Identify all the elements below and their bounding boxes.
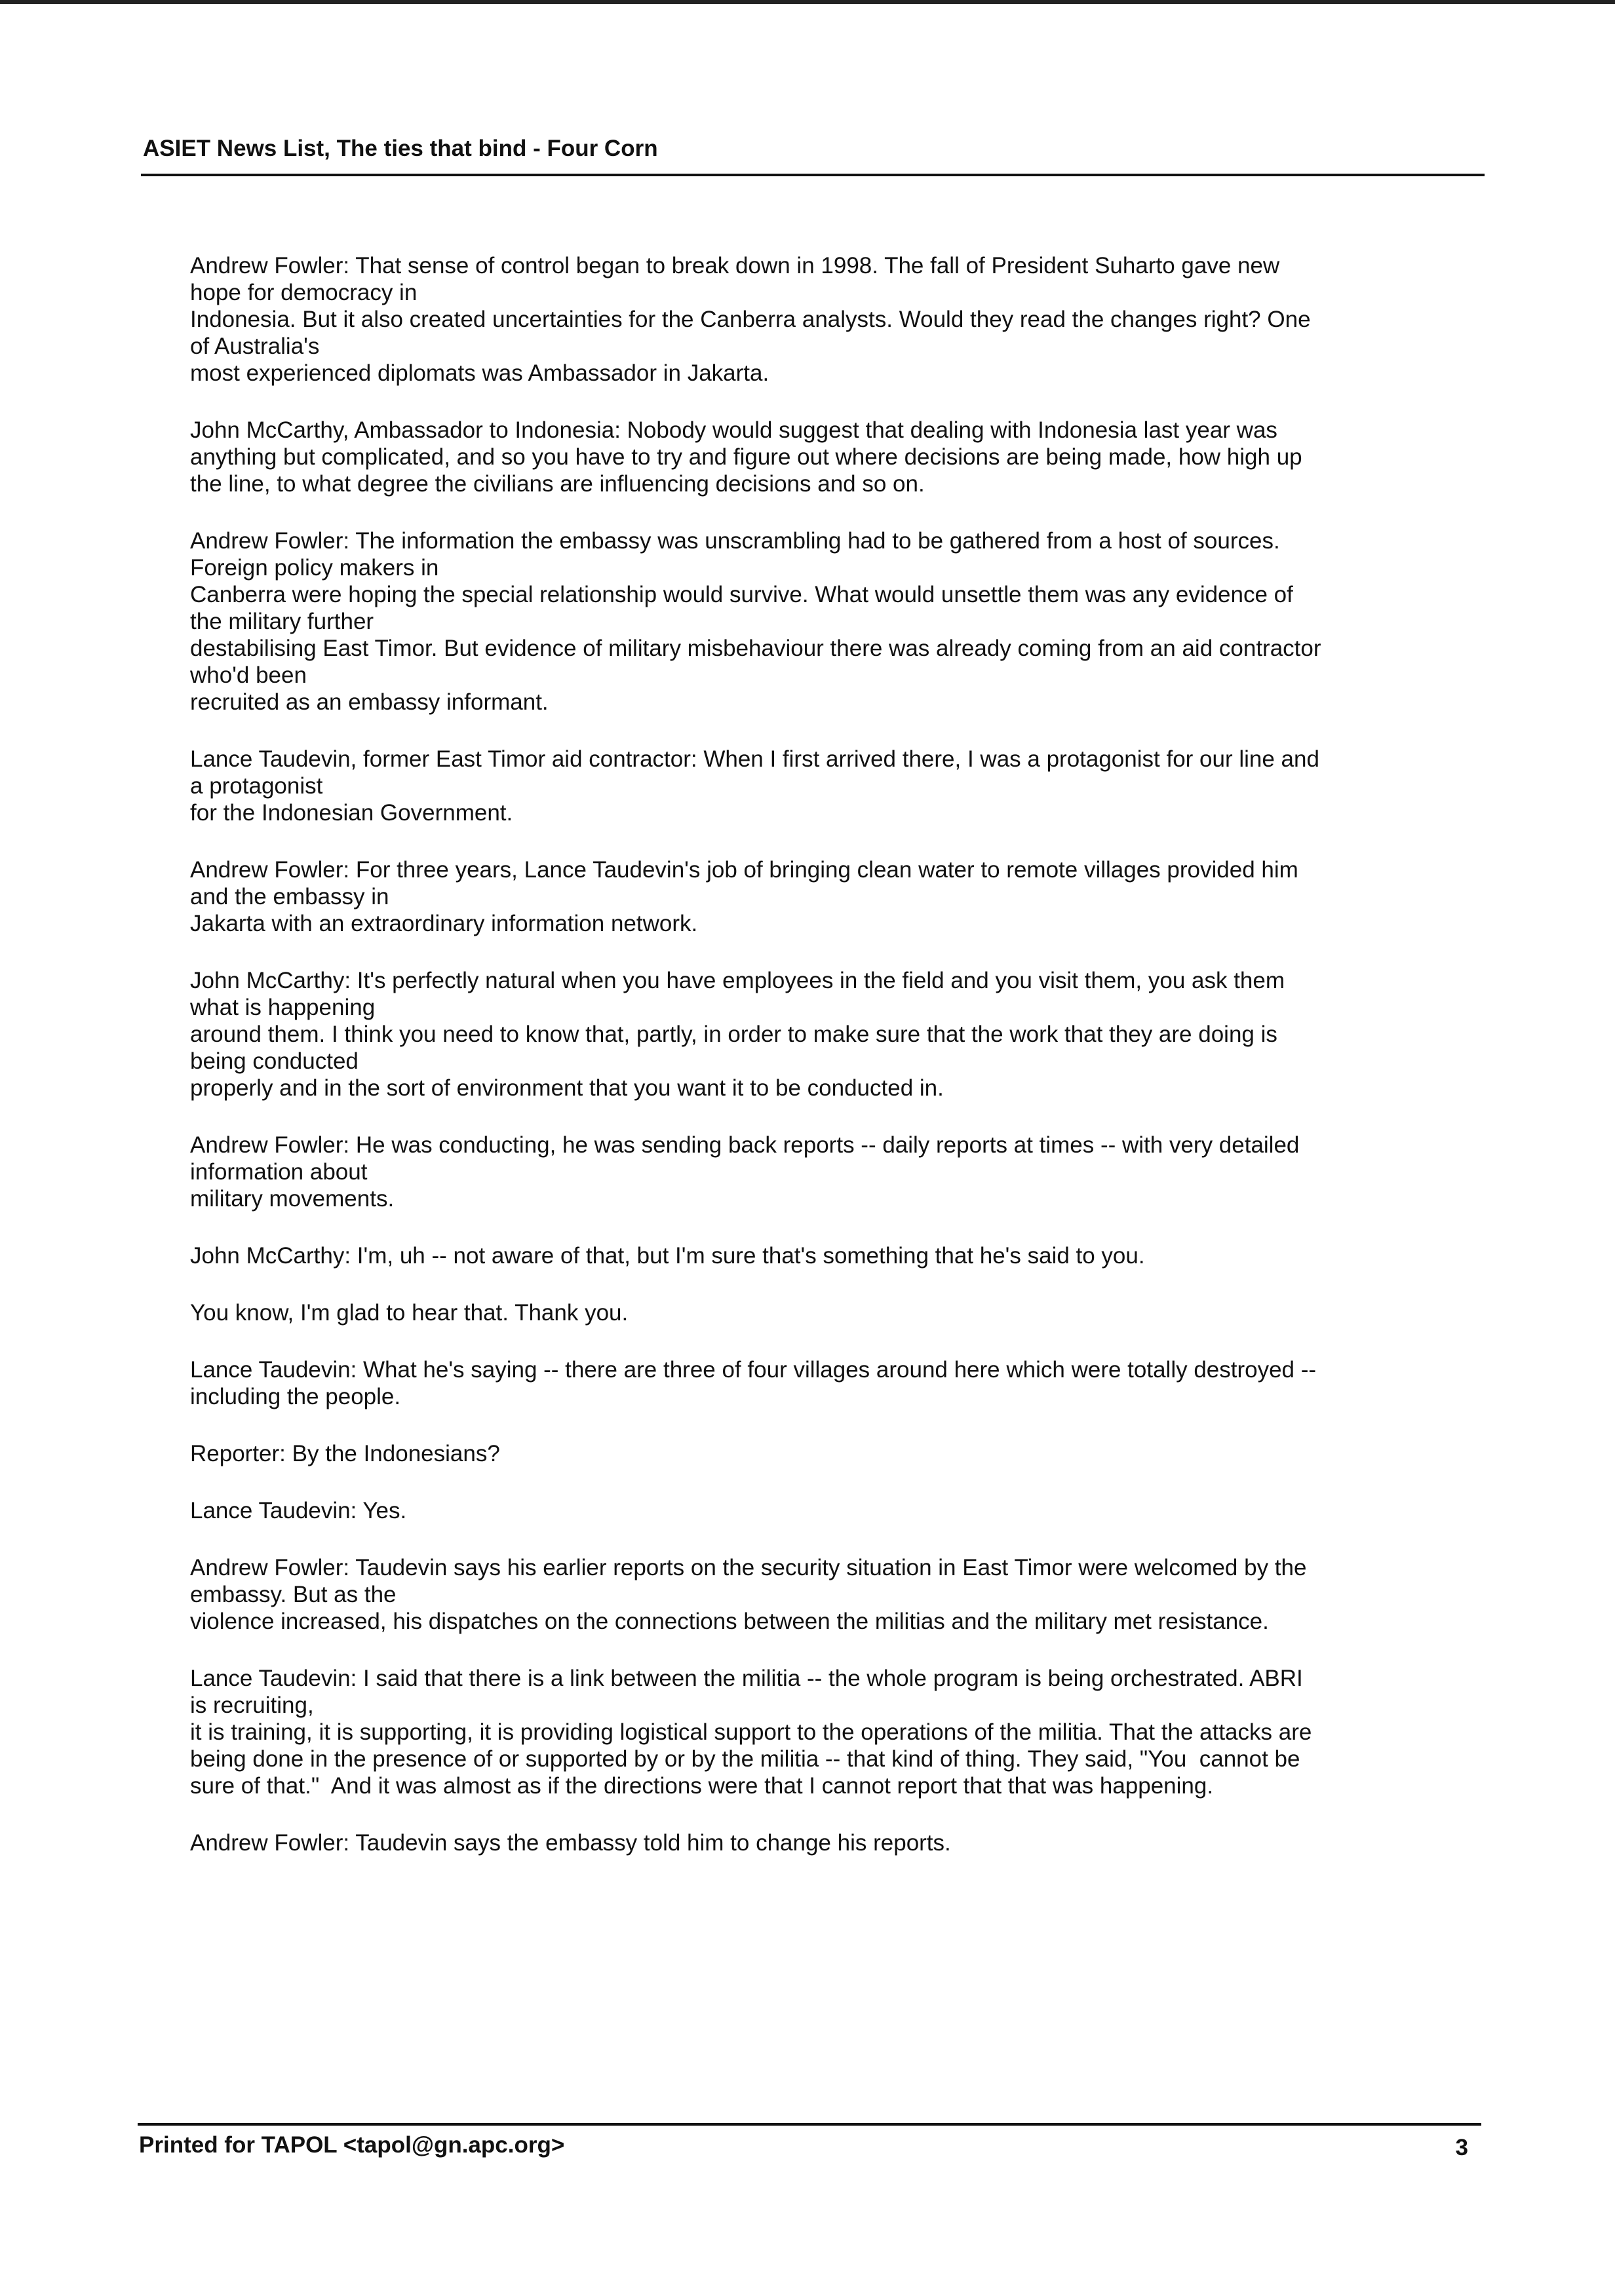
- document-body: [190, 252, 1475, 1886]
- text-line: around them. I think you need to know that, partly, in order to make sure that the work that they are doing is: [190, 1022, 1277, 1047]
- page-number: 3: [1455, 2135, 1468, 2160]
- text-line: who'd been: [190, 662, 307, 688]
- text-line: for the Indonesian Government.: [190, 800, 513, 826]
- paragraph: [190, 1497, 1475, 1524]
- text-line: Lance Taudevin: What he's saying -- there are three of four villages around here which were totally destroyed --: [190, 1357, 1317, 1383]
- paragraph: [190, 1356, 1475, 1410]
- text-line: military movements.: [190, 1186, 395, 1212]
- text-line: Jakarta with an extraordinary information network.: [190, 911, 698, 936]
- paragraph: [190, 527, 1475, 716]
- text-line: the line, to what degree the civilians are influencing decisions and so on.: [190, 471, 925, 497]
- text-line: Lance Taudevin, former East Timor aid contractor: When I first arrived there, I was a protagonist for our line and: [190, 746, 1319, 772]
- text-line: violence increased, his dispatches on the connections between the militias and the military met resistance.: [190, 1609, 1269, 1634]
- text-line: embassy. But as the: [190, 1582, 397, 1607]
- text-line: John McCarthy, Ambassador to Indonesia: Nobody would suggest that dealing with Indonesia last year was: [190, 417, 1277, 443]
- text-line: being done in the presence of or supported by or by the militia -- that kind of thing. They said, "You cannot be: [190, 1746, 1300, 1772]
- text-line: John McCarthy: It's perfectly natural when you have employees in the field and you visit them, you ask them: [190, 968, 1285, 993]
- text-line: Andrew Fowler: That sense of control began to break down in 1998. The fall of President Suharto gave new: [190, 253, 1280, 278]
- text-line: destabilising East Timor. But evidence of military misbehaviour there was already coming from an aid contractor: [190, 636, 1321, 661]
- text-line: including the people.: [190, 1384, 401, 1409]
- text-line: sure of that." And it was almost as if the directions were that I cannot report that that was happening.: [190, 1773, 1214, 1799]
- text-line: is recruiting,: [190, 1693, 314, 1718]
- text-line: You know, I'm glad to hear that. Thank you.: [190, 1300, 629, 1326]
- text-line: Indonesia. But it also created uncertainties for the Canberra analysts. Would they read the changes right? One: [190, 307, 1311, 332]
- text-line: anything but complicated, and so you have to try and figure out where decisions are being made, how high up: [190, 444, 1302, 470]
- text-line: information about: [190, 1159, 368, 1185]
- paragraph: [190, 252, 1475, 387]
- text-line: recruited as an embassy informant.: [190, 689, 549, 715]
- text-line: hope for democracy in: [190, 280, 418, 305]
- text-line: what is happening: [190, 995, 376, 1020]
- text-line: Andrew Fowler: He was conducting, he was sending back reports -- daily reports at times -- with very detailed: [190, 1132, 1300, 1158]
- paragraph: [190, 967, 1475, 1101]
- paragraph: [190, 1299, 1475, 1326]
- text-line: Andrew Fowler: Taudevin says the embassy told him to change his reports.: [190, 1830, 951, 1856]
- paragraph: [190, 1554, 1475, 1635]
- header-title: ASIET News List, The ties that bind - Four Corn: [143, 136, 658, 161]
- paragraph: [190, 746, 1475, 826]
- text-line: and the embassy in: [190, 884, 389, 909]
- text-line: of Australia's: [190, 334, 320, 359]
- text-line: John McCarthy: I'm, uh -- not aware of that, but I'm sure that's something that he's said to you.: [190, 1243, 1145, 1269]
- text-line: properly and in the sort of environment that you want it to be conducted in.: [190, 1075, 944, 1101]
- text-line: a protagonist: [190, 773, 323, 799]
- paragraph: [190, 1665, 1475, 1799]
- page-footer: [138, 2123, 1481, 2172]
- paragraph: [190, 1132, 1475, 1212]
- text-line: Andrew Fowler: For three years, Lance Taudevin's job of bringing clean water to remote villages provided him: [190, 857, 1298, 883]
- paragraph: [190, 1242, 1475, 1269]
- text-line: Reporter: By the Indonesians?: [190, 1441, 500, 1466]
- text-line: it is training, it is supporting, it is providing logistical support to the operations of the militia. That the attacks are: [190, 1719, 1312, 1745]
- text-line: being conducted: [190, 1048, 359, 1074]
- footer-printed-for: Printed for TAPOL <tapol@gn.apc.org>: [139, 2132, 565, 2158]
- scan-edge: [0, 0, 1615, 4]
- paragraph: [190, 856, 1475, 937]
- page-header: [141, 134, 1485, 176]
- text-line: Foreign policy makers in: [190, 555, 439, 581]
- text-line: Lance Taudevin: Yes.: [190, 1498, 407, 1523]
- text-line: the military further: [190, 609, 374, 634]
- text-line: Andrew Fowler: The information the embassy was unscrambling had to be gathered from a host of sources.: [190, 528, 1280, 554]
- paragraph: [190, 1440, 1475, 1467]
- text-line: Lance Taudevin: I said that there is a link between the militia -- the whole program is being orchestrated. ABRI: [190, 1666, 1303, 1691]
- paragraph: [190, 417, 1475, 497]
- text-line: most experienced diplomats was Ambassador in Jakarta.: [190, 360, 769, 386]
- text-line: Andrew Fowler: Taudevin says his earlier reports on the security situation in East Timor were welcomed by the: [190, 1555, 1307, 1580]
- text-line: Canberra were hoping the special relationship would survive. What would unsettle them was any evidence of: [190, 582, 1293, 607]
- paragraph: [190, 1829, 1475, 1856]
